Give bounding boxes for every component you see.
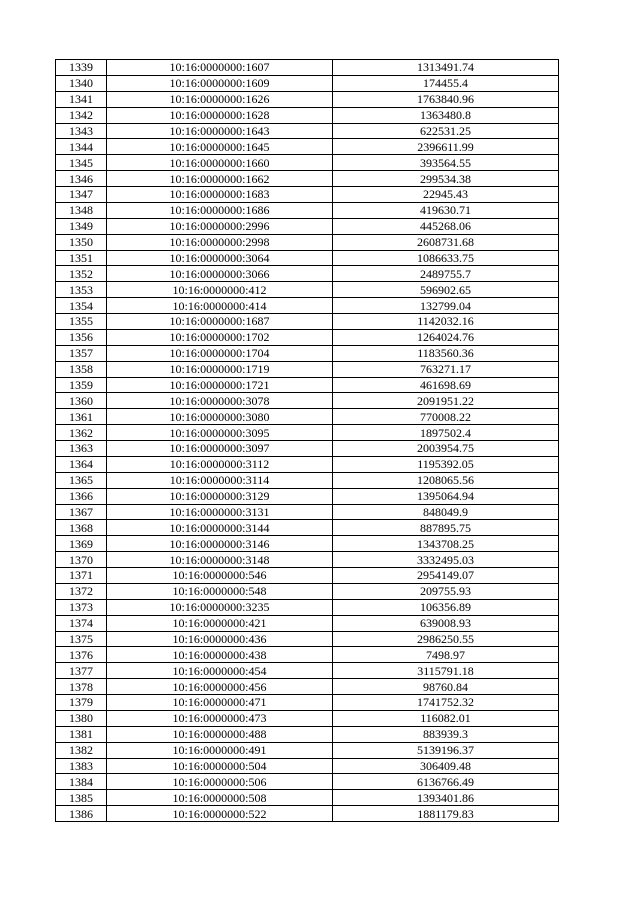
cadastral-number-cell: 10:16:0000000:1609 xyxy=(107,75,333,91)
cadastral-number-cell: 10:16:0000000:491 xyxy=(107,742,333,758)
table-row xyxy=(56,329,559,345)
cadastral-number-cell: 10:16:0000000:1719 xyxy=(107,361,333,377)
value-cell: 419630.71 xyxy=(333,202,559,218)
table-row xyxy=(56,139,559,155)
row-number-cell: 1373 xyxy=(56,599,107,615)
table-row xyxy=(56,631,559,647)
table-row xyxy=(56,456,559,472)
cadastral-number-cell: 10:16:0000000:1683 xyxy=(107,187,333,203)
row-number-cell: 1340 xyxy=(56,75,107,91)
cadastral-number-cell: 10:16:0000000:3097 xyxy=(107,441,333,457)
row-number-cell: 1345 xyxy=(56,155,107,171)
row-number-cell: 1364 xyxy=(56,456,107,472)
value-cell: 1897502.4 xyxy=(333,425,559,441)
table-row xyxy=(56,123,559,139)
value-cell: 639008.93 xyxy=(333,615,559,631)
row-number-cell: 1386 xyxy=(56,806,107,822)
cadastral-number-cell: 10:16:0000000:506 xyxy=(107,774,333,790)
table-row xyxy=(56,552,559,568)
row-number-cell: 1347 xyxy=(56,187,107,203)
table-row xyxy=(56,409,559,425)
row-number-cell: 1375 xyxy=(56,631,107,647)
cadastral-number-cell: 10:16:0000000:3235 xyxy=(107,599,333,615)
row-number-cell: 1380 xyxy=(56,710,107,726)
value-cell: 7498.97 xyxy=(333,647,559,663)
cadastral-number-cell: 10:16:0000000:2998 xyxy=(107,234,333,250)
cadastral-number-cell: 10:16:0000000:1643 xyxy=(107,123,333,139)
value-cell: 306409.48 xyxy=(333,758,559,774)
cadastral-number-cell: 10:16:0000000:3080 xyxy=(107,409,333,425)
cadastral-number-cell: 10:16:0000000:3148 xyxy=(107,552,333,568)
table-row xyxy=(56,314,559,330)
value-cell: 393564.55 xyxy=(333,155,559,171)
table-row xyxy=(56,599,559,615)
row-number-cell: 1360 xyxy=(56,393,107,409)
data-table xyxy=(55,59,559,822)
row-number-cell: 1378 xyxy=(56,679,107,695)
table-row xyxy=(56,758,559,774)
row-number-cell: 1376 xyxy=(56,647,107,663)
row-number-cell: 1357 xyxy=(56,345,107,361)
value-cell: 848049.9 xyxy=(333,504,559,520)
table-row xyxy=(56,218,559,234)
cadastral-number-cell: 10:16:0000000:488 xyxy=(107,726,333,742)
row-number-cell: 1379 xyxy=(56,695,107,711)
value-cell: 98760.84 xyxy=(333,679,559,695)
row-number-cell: 1367 xyxy=(56,504,107,520)
table-row xyxy=(56,282,559,298)
table-row xyxy=(56,441,559,457)
cadastral-number-cell: 10:16:0000000:1626 xyxy=(107,91,333,107)
value-cell: 1313491.74 xyxy=(333,60,559,76)
table-row xyxy=(56,695,559,711)
cadastral-number-cell: 10:16:0000000:3146 xyxy=(107,536,333,552)
table-row xyxy=(56,790,559,806)
table-body xyxy=(56,60,559,822)
cadastral-number-cell: 10:16:0000000:546 xyxy=(107,568,333,584)
row-number-cell: 1370 xyxy=(56,552,107,568)
cadastral-number-cell: 10:16:0000000:508 xyxy=(107,790,333,806)
row-number-cell: 1368 xyxy=(56,520,107,536)
cadastral-number-cell: 10:16:0000000:504 xyxy=(107,758,333,774)
value-cell: 1363480.8 xyxy=(333,107,559,123)
table-row xyxy=(56,393,559,409)
value-cell: 1881179.83 xyxy=(333,806,559,822)
table-row xyxy=(56,187,559,203)
value-cell: 2489755.7 xyxy=(333,266,559,282)
row-number-cell: 1374 xyxy=(56,615,107,631)
row-number-cell: 1361 xyxy=(56,409,107,425)
cadastral-number-cell: 10:16:0000000:454 xyxy=(107,663,333,679)
cadastral-number-cell: 10:16:0000000:1660 xyxy=(107,155,333,171)
row-number-cell: 1365 xyxy=(56,472,107,488)
value-cell: 299534.38 xyxy=(333,171,559,187)
value-cell: 1264024.76 xyxy=(333,329,559,345)
value-cell: 1142032.16 xyxy=(333,314,559,330)
table-row xyxy=(56,504,559,520)
value-cell: 1208065.56 xyxy=(333,472,559,488)
value-cell: 770008.22 xyxy=(333,409,559,425)
row-number-cell: 1383 xyxy=(56,758,107,774)
cadastral-number-cell: 10:16:0000000:421 xyxy=(107,615,333,631)
cadastral-number-cell: 10:16:0000000:1704 xyxy=(107,345,333,361)
table-row xyxy=(56,583,559,599)
value-cell: 22945.43 xyxy=(333,187,559,203)
cadastral-number-cell: 10:16:0000000:3112 xyxy=(107,456,333,472)
cadastral-number-cell: 10:16:0000000:436 xyxy=(107,631,333,647)
value-cell: 883939.3 xyxy=(333,726,559,742)
cadastral-number-cell: 10:16:0000000:3095 xyxy=(107,425,333,441)
row-number-cell: 1352 xyxy=(56,266,107,282)
value-cell: 209755.93 xyxy=(333,583,559,599)
row-number-cell: 1351 xyxy=(56,250,107,266)
row-number-cell: 1349 xyxy=(56,218,107,234)
table-row xyxy=(56,75,559,91)
value-cell: 2003954.75 xyxy=(333,441,559,457)
cadastral-number-cell: 10:16:0000000:2996 xyxy=(107,218,333,234)
table-row xyxy=(56,91,559,107)
table-row xyxy=(56,171,559,187)
value-cell: 445268.06 xyxy=(333,218,559,234)
cadastral-number-cell: 10:16:0000000:1662 xyxy=(107,171,333,187)
value-cell: 1393401.86 xyxy=(333,790,559,806)
cadastral-number-cell: 10:16:0000000:438 xyxy=(107,647,333,663)
cadastral-number-cell: 10:16:0000000:1687 xyxy=(107,314,333,330)
table-row xyxy=(56,298,559,314)
table-row xyxy=(56,742,559,758)
cadastral-number-cell: 10:16:0000000:1686 xyxy=(107,202,333,218)
cadastral-number-cell: 10:16:0000000:1645 xyxy=(107,139,333,155)
row-number-cell: 1362 xyxy=(56,425,107,441)
cadastral-number-cell: 10:16:0000000:1702 xyxy=(107,329,333,345)
cadastral-number-cell: 10:16:0000000:1628 xyxy=(107,107,333,123)
cadastral-number-cell: 10:16:0000000:3129 xyxy=(107,488,333,504)
row-number-cell: 1358 xyxy=(56,361,107,377)
cadastral-number-cell: 10:16:0000000:548 xyxy=(107,583,333,599)
value-cell: 3115791.18 xyxy=(333,663,559,679)
row-number-cell: 1366 xyxy=(56,488,107,504)
table-row xyxy=(56,710,559,726)
table-row xyxy=(56,568,559,584)
cadastral-number-cell: 10:16:0000000:3064 xyxy=(107,250,333,266)
table-row xyxy=(56,726,559,742)
cadastral-number-cell: 10:16:0000000:414 xyxy=(107,298,333,314)
table-row xyxy=(56,425,559,441)
row-number-cell: 1348 xyxy=(56,202,107,218)
row-number-cell: 1354 xyxy=(56,298,107,314)
row-number-cell: 1341 xyxy=(56,91,107,107)
value-cell: 3332495.03 xyxy=(333,552,559,568)
value-cell: 887895.75 xyxy=(333,520,559,536)
row-number-cell: 1369 xyxy=(56,536,107,552)
table-row xyxy=(56,472,559,488)
value-cell: 461698.69 xyxy=(333,377,559,393)
table-row xyxy=(56,234,559,250)
row-number-cell: 1382 xyxy=(56,742,107,758)
table-row xyxy=(56,679,559,695)
table-row xyxy=(56,266,559,282)
row-number-cell: 1342 xyxy=(56,107,107,123)
table-row xyxy=(56,377,559,393)
value-cell: 1395064.94 xyxy=(333,488,559,504)
row-number-cell: 1339 xyxy=(56,60,107,76)
cadastral-number-cell: 10:16:0000000:1721 xyxy=(107,377,333,393)
row-number-cell: 1353 xyxy=(56,282,107,298)
row-number-cell: 1385 xyxy=(56,790,107,806)
row-number-cell: 1363 xyxy=(56,441,107,457)
value-cell: 1741752.32 xyxy=(333,695,559,711)
row-number-cell: 1377 xyxy=(56,663,107,679)
cadastral-number-cell: 10:16:0000000:3078 xyxy=(107,393,333,409)
value-cell: 2986250.55 xyxy=(333,631,559,647)
value-cell: 2396611.99 xyxy=(333,139,559,155)
value-cell: 106356.89 xyxy=(333,599,559,615)
table-row xyxy=(56,107,559,123)
table-row xyxy=(56,60,559,76)
value-cell: 116082.01 xyxy=(333,710,559,726)
value-cell: 2091951.22 xyxy=(333,393,559,409)
row-number-cell: 1346 xyxy=(56,171,107,187)
value-cell: 2608731.68 xyxy=(333,234,559,250)
row-number-cell: 1355 xyxy=(56,314,107,330)
table-row xyxy=(56,774,559,790)
value-cell: 1343708.25 xyxy=(333,536,559,552)
value-cell: 1183560.36 xyxy=(333,345,559,361)
table-row xyxy=(56,202,559,218)
value-cell: 6136766.49 xyxy=(333,774,559,790)
cadastral-number-cell: 10:16:0000000:3114 xyxy=(107,472,333,488)
cadastral-number-cell: 10:16:0000000:522 xyxy=(107,806,333,822)
row-number-cell: 1381 xyxy=(56,726,107,742)
cadastral-number-cell: 10:16:0000000:456 xyxy=(107,679,333,695)
row-number-cell: 1343 xyxy=(56,123,107,139)
table-row xyxy=(56,536,559,552)
table-row xyxy=(56,488,559,504)
cadastral-number-cell: 10:16:0000000:3131 xyxy=(107,504,333,520)
value-cell: 5139196.37 xyxy=(333,742,559,758)
value-cell: 1763840.96 xyxy=(333,91,559,107)
value-cell: 763271.17 xyxy=(333,361,559,377)
table-row xyxy=(56,345,559,361)
cadastral-number-cell: 10:16:0000000:412 xyxy=(107,282,333,298)
table-row xyxy=(56,806,559,822)
cadastral-number-cell: 10:16:0000000:1607 xyxy=(107,60,333,76)
row-number-cell: 1384 xyxy=(56,774,107,790)
value-cell: 622531.25 xyxy=(333,123,559,139)
table-row xyxy=(56,615,559,631)
row-number-cell: 1372 xyxy=(56,583,107,599)
row-number-cell: 1356 xyxy=(56,329,107,345)
table-row xyxy=(56,663,559,679)
row-number-cell: 1344 xyxy=(56,139,107,155)
cadastral-number-cell: 10:16:0000000:473 xyxy=(107,710,333,726)
table-row xyxy=(56,155,559,171)
table-row xyxy=(56,250,559,266)
table-row xyxy=(56,647,559,663)
row-number-cell: 1350 xyxy=(56,234,107,250)
row-number-cell: 1371 xyxy=(56,568,107,584)
cadastral-number-cell: 10:16:0000000:3066 xyxy=(107,266,333,282)
value-cell: 1086633.75 xyxy=(333,250,559,266)
table-row xyxy=(56,361,559,377)
table-row xyxy=(56,520,559,536)
value-cell: 174455.4 xyxy=(333,75,559,91)
value-cell: 596902.65 xyxy=(333,282,559,298)
value-cell: 2954149.07 xyxy=(333,568,559,584)
cadastral-number-cell: 10:16:0000000:471 xyxy=(107,695,333,711)
value-cell: 1195392.05 xyxy=(333,456,559,472)
cadastral-number-cell: 10:16:0000000:3144 xyxy=(107,520,333,536)
value-cell: 132799.04 xyxy=(333,298,559,314)
row-number-cell: 1359 xyxy=(56,377,107,393)
